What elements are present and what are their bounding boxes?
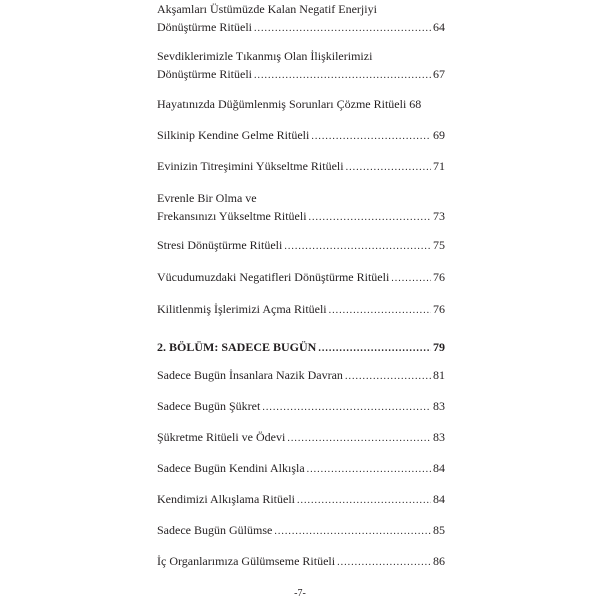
page-number-footer: -7- [294, 588, 306, 599]
toc-entry [157, 0, 445, 38]
section-title: 2. BÖLÜM: SADECE BUGÜN [157, 340, 317, 354]
toc-entry-title: İç Organlarımıza Gülümseme Ritüeli [157, 554, 336, 568]
toc-entry-title: Evinizin Titreşimini Yükseltme Ritüeli [157, 159, 344, 173]
dot-leader [284, 238, 431, 256]
toc-entry-page-number: 75 [433, 238, 445, 252]
toc-entry [157, 428, 445, 448]
toc-entry [157, 189, 445, 227]
dot-leader [254, 67, 431, 85]
toc-entry-page-number: 81 [433, 368, 445, 382]
toc-entry-title: Kilitlenmiş İşlerimizi Açma Ritüeli [157, 302, 327, 316]
dot-leader [287, 430, 431, 448]
dot-leader [262, 399, 431, 417]
toc-entry [157, 95, 445, 113]
toc-entry-page-number: 86 [433, 554, 445, 568]
toc-entry-title: Evrenle Bir Olma ve [157, 191, 257, 205]
dot-leader [345, 368, 431, 386]
toc-entry-title: Sevdiklerimizle Tıkanmış Olan İlişkilerimizi [157, 49, 373, 63]
toc-entry-title: Stresi Dönüştürme Ritüeli [157, 238, 283, 252]
dot-leader [346, 159, 431, 177]
dot-leader [337, 554, 431, 572]
toc-entry-title: Akşamları Üstümüzde Kalan Negatif Enerjiyi [157, 2, 377, 16]
toc-entry [157, 126, 445, 146]
toc-entry-title: Silkinip Kendine Gelme Ritüeli [157, 128, 310, 142]
toc-entry-page-number: 69 [433, 128, 445, 142]
toc-entry-page-number: 68 [409, 97, 422, 111]
toc-entry-title-continued: Frekansınızı Yükseltme Ritüeli [157, 209, 307, 223]
toc-entry [157, 47, 445, 85]
toc-entry-title-continued: Dönüştürme Ritüeli [157, 20, 252, 34]
dot-leader [297, 492, 431, 510]
toc-entry-page-number: 64 [433, 20, 445, 34]
dot-leader [254, 20, 431, 38]
toc-entry-page-number: 76 [433, 270, 445, 284]
section-page-number: 79 [433, 340, 445, 354]
dot-leader [274, 523, 431, 541]
toc-entry-page-number: 76 [433, 302, 445, 316]
toc-entry-title: Sadece Bugün İnsanlara Nazik Davran [157, 368, 343, 382]
toc-entry [157, 236, 445, 256]
toc-entry-title: Sadece Bugün Kendini Alkışla [157, 461, 305, 475]
toc-entry-page-number: 84 [433, 461, 445, 475]
dot-leader [329, 302, 431, 320]
toc-entry [157, 459, 445, 479]
toc-entry [157, 157, 445, 177]
toc-entry-page-number: 83 [433, 399, 445, 413]
toc-entry-title: Sadece Bugün Şükret [157, 399, 261, 413]
toc-entry-page-number: 84 [433, 492, 445, 506]
toc-entry-title: Vücudumuzdaki Negatifleri Dönüştürme Ritüeli [157, 270, 390, 284]
toc-entry-page-number: 67 [433, 67, 445, 81]
toc-entry [157, 552, 445, 572]
toc-entry-page-number: 83 [433, 430, 445, 444]
toc-entry-page-number: 85 [433, 523, 445, 537]
toc-entry-title: Şükretme Ritüeli ve Ödevi [157, 430, 286, 444]
toc-entry-title: Hayatınızda Düğümlenmiş Sorunları Çözme Ritüeli [157, 97, 407, 111]
toc-entry-page-number: 73 [433, 209, 445, 223]
dot-leader [391, 270, 431, 288]
toc-entry [157, 490, 445, 510]
toc-entry [157, 268, 445, 288]
toc-entry-title-continued: Dönüştürme Ritüeli [157, 67, 252, 81]
dot-leader [307, 461, 431, 479]
toc-entry-title: Kendimizi Alkışlama Ritüeli [157, 492, 295, 506]
toc-entry [157, 366, 445, 386]
dot-leader [309, 209, 431, 227]
toc-entry [157, 300, 445, 320]
toc-entry [157, 521, 445, 541]
toc-entry-title: Sadece Bugün Gülümse [157, 523, 273, 537]
toc-entry [157, 397, 445, 417]
toc-section-heading [157, 338, 445, 358]
dot-leader [318, 340, 431, 358]
dot-leader [311, 128, 431, 146]
toc-entry-page-number: 71 [433, 159, 445, 173]
